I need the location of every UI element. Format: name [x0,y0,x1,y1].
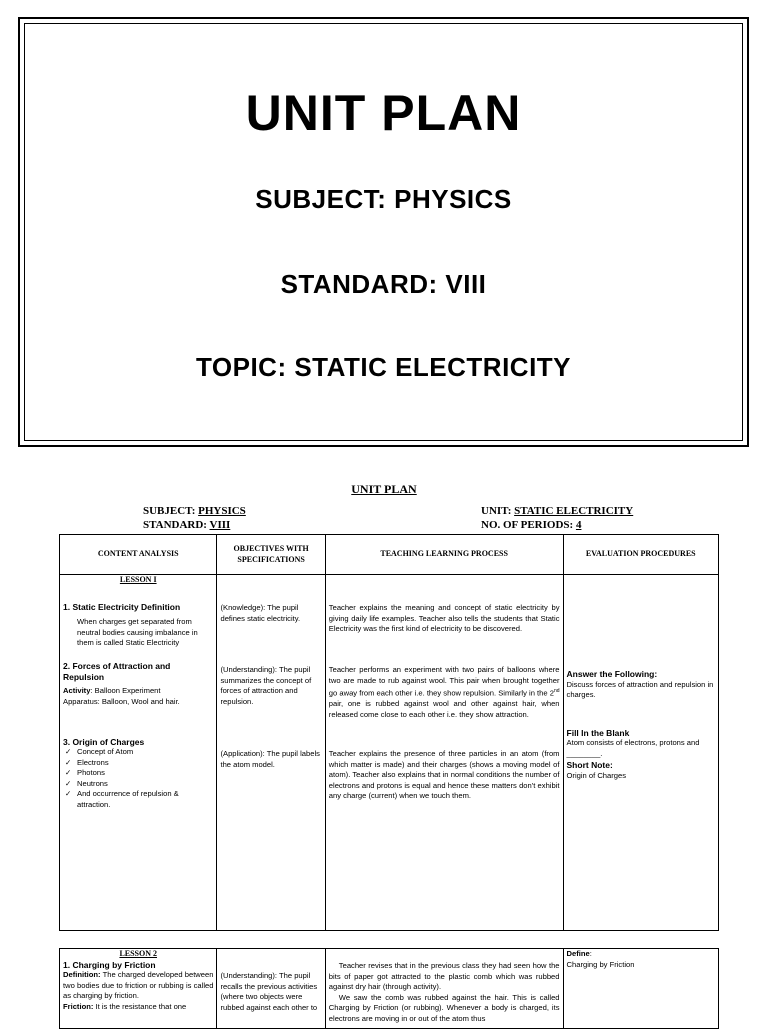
lesson1-eval2: Atom consists of electrons, protons and ________. [566,738,700,758]
list-item: ✓ Electrons [77,758,213,769]
lesson1-item1-heading: 1. Static Electricity Definition [63,601,181,612]
lesson1-origin-list [63,747,213,810]
lesson1-eval1: Discuss forces of attraction and repulsion in charges. [566,679,714,699]
table-header-row [60,535,719,575]
cover-title: UNIT PLAN [245,85,522,141]
lesson2-content [60,949,217,1029]
cover-inner-border [24,23,743,441]
lesson1-tlp2: Teacher performs an experiment with two pairs of balloons where two are made to rub against wool. This pair when brought together go away from each other i.e. they show repulsion. Similarly in the 2nd pair, one is rubbed against wool and other against hair, when released come close to each other i.e. they show attraction. [328,665,560,719]
lesson2-objectives [217,949,325,1029]
cover-box [18,17,749,447]
lesson2-tlp2: We saw the comb was rubbed against the hair. This is called Charging by Friction (or rubbing). Whenever a body is charged, its electrons are moving in or out of the atom thus [328,992,560,1023]
lesson2-eval-heading: Define: [566,949,592,958]
lesson2-definition: Definition: The charged developed between two bodies due to friction or rubbing is called as charging by friction. [63,970,214,1000]
header-teaching-process: TEACHING LEARNING PROCESS [325,535,563,575]
cover-subject: SUBJECT: PHYSICS [255,184,512,214]
lesson1-row [60,575,719,931]
lesson1-item3-heading: 3. Origin of Charges [63,736,145,747]
lesson2-row [60,949,719,1029]
cover-standard: STANDARD: VIII [280,269,487,299]
lesson1-activity: Activity: Balloon Experiment [63,686,161,695]
lesson1-eval3: Origin of Charges [566,770,627,780]
lesson2-table [59,948,719,1029]
cover-topic: TOPIC: STATIC ELECTRICITY [195,352,572,382]
lesson1-evaluation [563,575,718,931]
list-item: ✓ Concept of Atom [77,747,213,758]
header-evaluation: EVALUATION PROCEDURES [563,535,718,575]
lesson2-friction: Friction: It is the resistance that one [63,1002,187,1011]
lesson1-objectives [217,575,325,931]
plan-periods: NO. OF PERIODS: 4 [481,519,582,531]
lesson2-obj: (Understanding): The pupil recalls the previous activities (where two objects were rubbed against each other to [220,971,318,1012]
list-item: ✓ And occurrence of repulsion & attraction. [77,789,213,810]
lesson1-eval1-heading: Answer the Following: [566,669,658,679]
lesson2-tlp1: Teacher revises that in the previous class they had seen how the bits of paper got attracted to the plastic comb which was rubbed against dry hair (through activity). [328,961,560,991]
plan-standard: STANDARD: VIII [143,519,231,531]
unit-plan-table [59,534,719,931]
header-objectives: OBJECTIVES WITH SPECIFICATIONS [217,535,325,575]
lesson1-obj1: (Knowledge): The pupil defines static electricity. [220,603,301,623]
lesson1-eval2-heading: Fill In the Blank [566,727,630,738]
lesson2-heading: 1. Charging by Friction [63,959,156,970]
lesson1-eval3-heading: Short Note: [566,760,613,770]
lesson2-teaching [325,949,563,1029]
lesson2-label: LESSON 2 [119,949,158,958]
lesson1-obj3: (Application): The pupil labels the atom model. [220,749,320,769]
header-content-analysis: CONTENT ANALYSIS [60,535,217,575]
lesson1-obj2: (Understanding): The pupil summarizes the concept of forces of attraction and repulsion. [220,665,312,706]
lesson1-tlp1: Teacher explains the meaning and concept of static electricity by giving daily life examples. Teacher also tells the students that Static Electricity was the first kind of electricity to be discovered. [328,603,560,633]
list-item: ✓ Neutrons [77,779,213,790]
plan-title: UNIT PLAN [351,482,417,496]
lesson2-eval: Charging by Friction [566,959,635,969]
lesson1-content [60,575,217,931]
lesson1-item2-heading: 2. Forces of Attraction and Repulsion [63,661,171,682]
lesson1-item1-text: When charges get separated from neutral bodies causing imbalance in them is called Static Electricity [77,617,198,647]
lesson2-evaluation [563,949,718,1029]
plan-unit: UNIT: STATIC ELECTRICITY [481,505,634,517]
list-item: ✓ Photons [77,768,213,779]
plan-subject: SUBJECT: PHYSICS [143,505,246,517]
lesson1-tlp3: Teacher explains the presence of three particles in an atom (from which matter is made) and their charges (shows a moving model of atom). Teacher also explains that in normal conditions the number of electrons and protons is equal and hence these matters don't exhibit any charge (current) when we touch them. [328,749,560,800]
lesson1-teaching [325,575,563,931]
lesson1-label: LESSON I [119,575,157,584]
lesson1-apparatus: Apparatus: Balloon, Wool and hair. [63,696,180,706]
